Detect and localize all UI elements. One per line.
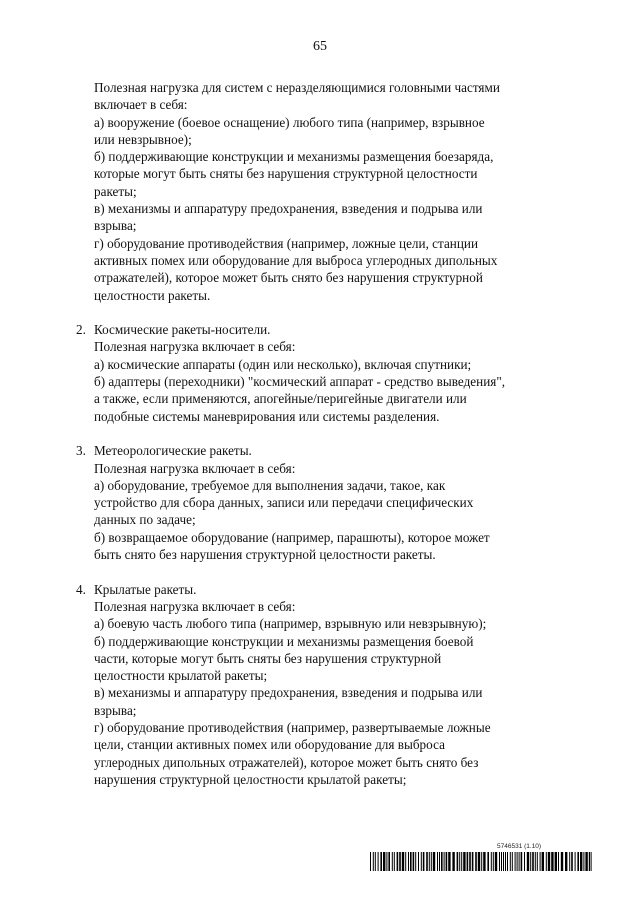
text-line: отражателей), которое может быть снято без нарушения структурной [94, 270, 483, 286]
text-line: цели, станции активных помех или оборудование для выброса [94, 737, 445, 753]
text-line: взрыва; [94, 218, 137, 234]
text-line: а) боевую часть любого типа (например, взрывную или невзрывную); [94, 616, 487, 632]
text-line: быть снято без нарушения структурной целостности ракеты. [94, 547, 436, 563]
text-line: а) вооружение (боевое оснащение) любого типа (например, взрывное [94, 114, 485, 130]
page-number: 65 [313, 39, 327, 54]
text-line: ракеты; [94, 183, 137, 199]
text-line: включает в себя: [94, 97, 188, 113]
document-body [76, 79, 576, 788]
list-item-text [94, 321, 576, 425]
text-line: в) механизмы и аппаратуру предохранения, взведения и подрыва или [94, 201, 483, 217]
intro-paragraph [94, 79, 576, 304]
text-line: которые могут быть сняты без нарушения структурной целостности [94, 166, 478, 182]
list-item-number: 4. [76, 581, 86, 597]
text-line: б) возвращаемое оборудование (например, парашюты), которое может [94, 529, 490, 545]
list-item-number: 2. [76, 322, 86, 338]
text-line: Метеорологические ракеты. [94, 443, 252, 459]
list-item [76, 581, 576, 789]
list-item-text [94, 442, 576, 563]
text-line: целостности крылатой ракеты; [94, 668, 268, 684]
text-line: Полезная нагрузка для систем с неразделяющимися головными частями [94, 80, 500, 95]
document-code: 5746531 (1.10) [497, 843, 542, 850]
list-item [76, 442, 576, 563]
text-line: нарушения структурной целостности крылатой ракеты; [94, 771, 407, 787]
text-line: углеродных дипольных отражателей), которое может быть снято без [94, 754, 479, 770]
text-line: а) оборудование, требуемое для выполнения задачи, такое, как [94, 477, 446, 493]
barcode-image [370, 852, 592, 871]
text-line: части, которые могут быть сняты без нарушения структурной [94, 650, 442, 666]
list-item-number: 3. [76, 443, 86, 459]
numbered-list [76, 321, 576, 788]
text-line: а) космические аппараты (один или несколько), включая спутники; [94, 356, 472, 372]
text-line: Полезная нагрузка включает в себя: [94, 460, 296, 476]
text-line: подобные системы маневрирования или системы разделения. [94, 408, 440, 424]
text-line: б) поддерживающие конструкции и механизмы размещения боезаряда, [94, 149, 494, 165]
text-line: взрыва; [94, 702, 137, 718]
text-line: Крылатые ракеты. [94, 581, 197, 597]
text-line: в) механизмы и аппаратуру предохранения, взведения и подрыва или [94, 685, 483, 701]
text-line: устройство для сбора данных, записи или передачи специфических [94, 495, 474, 511]
text-line: Космические ракеты-носители. [94, 322, 271, 338]
text-line: данных по задаче; [94, 512, 196, 528]
text-line: б) поддерживающие конструкции и механизмы размещения боевой [94, 633, 474, 649]
list-item-text [94, 581, 576, 789]
text-line: г) оборудование противодействия (например, ложные цели, станции [94, 235, 479, 251]
text-line: г) оборудование противодействия (например, развертываемые ложные [94, 719, 491, 735]
text-line: или невзрывное); [94, 131, 192, 147]
text-line: Полезная нагрузка включает в себя: [94, 598, 296, 614]
text-line: активных помех или оборудование для выброса углеродных дипольных [94, 252, 498, 268]
text-line: Полезная нагрузка включает в себя: [94, 339, 296, 355]
list-item [76, 321, 576, 425]
text-line: целостности ракеты. [94, 287, 211, 303]
text-line: а также, если применяются, апогейные/перигейные двигатели или [94, 391, 467, 407]
text-line: б) адаптеры (переходники) "космический аппарат - средство выведения", [94, 374, 506, 390]
